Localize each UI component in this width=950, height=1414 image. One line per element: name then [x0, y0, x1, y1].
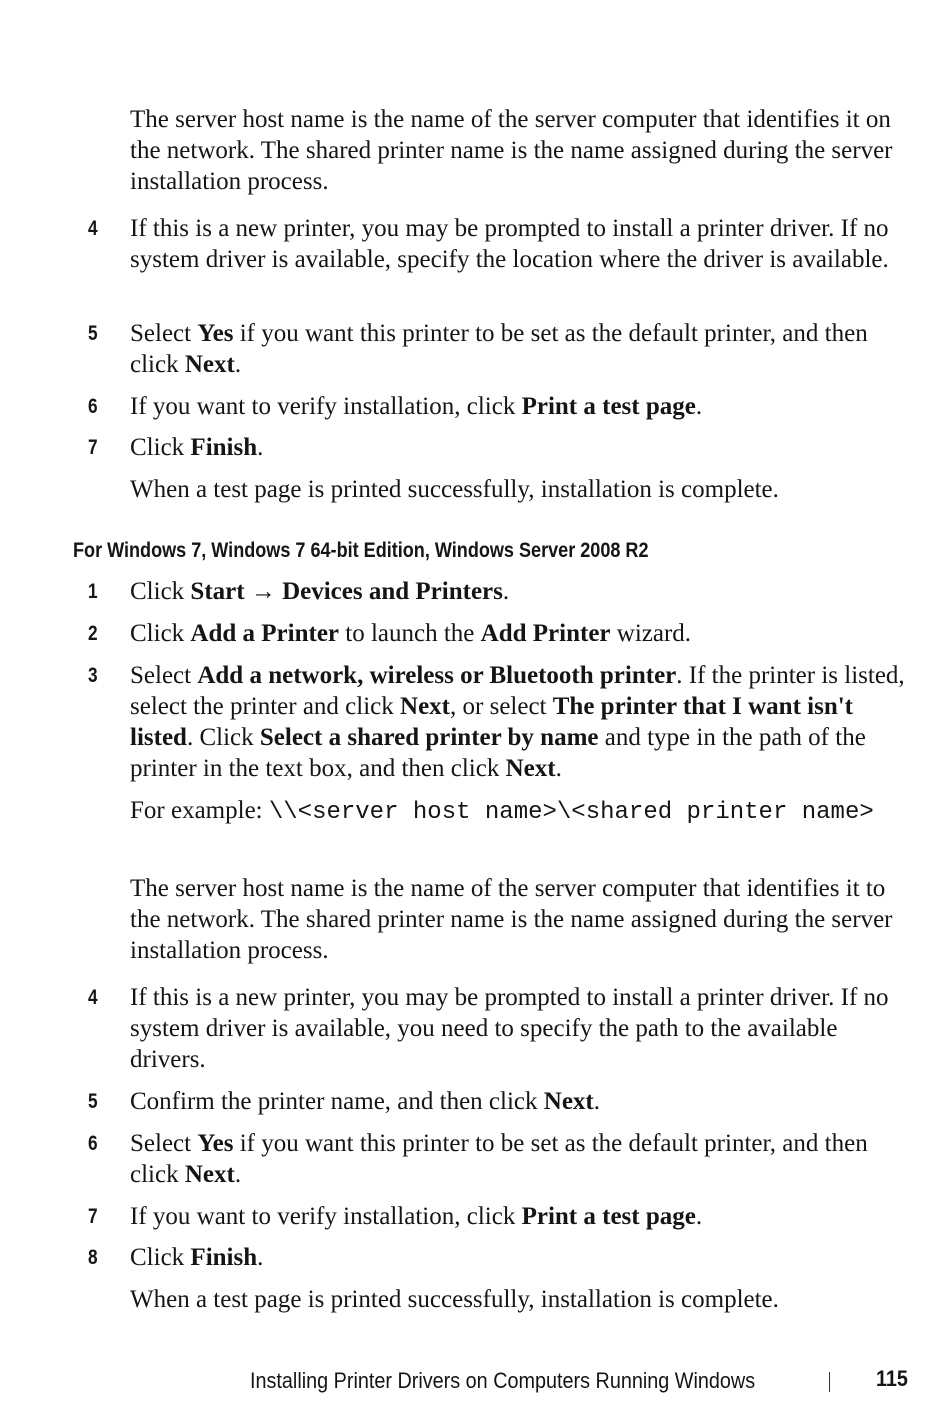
step-text: Click Finish. [130, 1244, 264, 1271]
step-number: 4 [88, 986, 98, 1009]
step-number: 6 [88, 1132, 98, 1155]
step-number: 8 [88, 1246, 98, 1269]
step-text: Click Add a Printer to launch the Add Printer wizard. [130, 620, 692, 647]
step-text: Click Start → Devices and Printers. [130, 578, 510, 605]
step-text: Select Add a network, wireless or Bluetooth printer. If the printer is listed, select the printer and click Next, or select The printer that I want isn't listed. Click Select a shared printer by name and type in the path of the printer in the text box, and then click Next. [130, 662, 905, 782]
step-text: If you want to verify installation, click Print a test page. [130, 393, 703, 420]
footer-separator [829, 1372, 830, 1392]
print-test-page-ref: Print a test page [521, 393, 696, 420]
step-text: Confirm the printer name, and then click Next. [130, 1088, 600, 1115]
button-next-ref: Next [184, 351, 235, 378]
finish-ref: Finish [190, 434, 258, 461]
footer-title: Installing Printer Drivers on Computers Running Windows [250, 1368, 756, 1393]
example-path: \\<server host name>\<shared printer name> [268, 799, 874, 826]
step-number: 5 [88, 1090, 98, 1113]
option-yes: Yes [197, 320, 234, 347]
step-number: 7 [88, 436, 98, 459]
step-text: If this is a new printer, you may be prompted to install a printer driver. If no system driver is available, you need to specify the path to the available drivers. [130, 984, 889, 1073]
step-number: 3 [88, 664, 98, 687]
intro-note: The server host name is the name of the server computer that identifies it on the network. The shared printer name is the name assigned during the server installation process. [130, 106, 893, 195]
step-number: 1 [88, 580, 98, 603]
step-note: When a test page is printed successfully, installation is complete. [130, 1286, 779, 1313]
section-heading: For Windows 7, Windows 7 64-bit Edition, Windows Server 2008 R2 [73, 539, 649, 562]
step-note: The server host name is the name of the server computer that identifies it to the network. The shared printer name is the name assigned during the server installation process. [130, 875, 893, 964]
example-line: For example: \\<server host name>\<shared printer name> [130, 797, 874, 826]
step-number: 6 [88, 395, 98, 418]
step-text: Click Finish. [130, 434, 264, 461]
step-number: 7 [88, 1205, 98, 1228]
step-text: If you want to verify installation, click Print a test page. [130, 1203, 703, 1230]
step-text: If this is a new printer, you may be prompted to install a printer driver. If no system driver is available, specify the location where the driver is available. [130, 215, 889, 273]
step-text: Select Yes if you want this printer to be set as the default printer, and then click Next. [130, 320, 868, 378]
step-note: When a test page is printed successfully, installation is complete. [130, 476, 779, 503]
step-number: 2 [88, 622, 98, 645]
step-number: 4 [88, 217, 98, 240]
step-text: Select Yes if you want this printer to be set as the default printer, and then click Next. [130, 1130, 868, 1188]
page-number: 115 [876, 1366, 908, 1391]
step-number: 5 [88, 322, 98, 345]
